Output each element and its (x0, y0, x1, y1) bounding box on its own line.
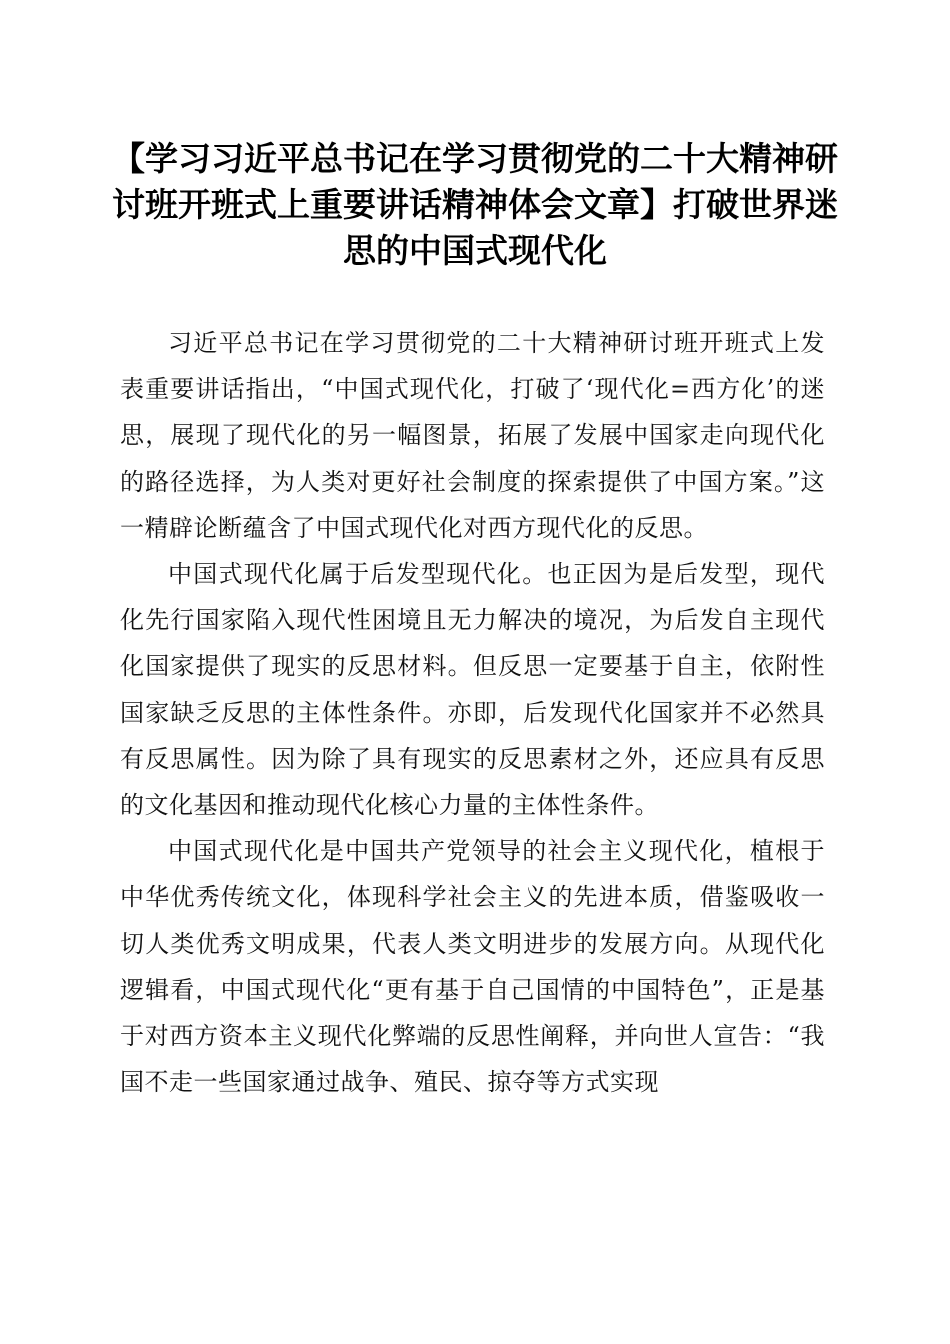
document-title: 【学习习近平总书记在学习贯彻党的二十大精神研讨班开班式上重要讲话精神体会文章】打破世界迷思的中国式现代化 (112, 139, 838, 270)
paragraph-3: 中国式现代化是中国共产党领导的社会主义现代化，植根于中华优秀传统文化，体现科学社会主义的先进本质，借鉴吸收一切人类优秀文明成果，代表人类文明进步的发展方向。从现代化逻辑看，中国式现代化“更有基于自己国情的中国特色”，正是基于对西方资本主义现代化弊端的反思性阐释，并向世人宣告：“我国不走一些国家通过战争、殖民、掠夺等方式实现 (120, 837, 825, 1097)
paragraph-2: 中国式现代化属于后发型现代化。也正因为是后发型，现代化先行国家陷入现代性困境且无力解决的境况，为后发自主现代化国家提供了现实的反思材料。但反思一定要基于自主，依附性国家缺乏反思的主体性条件。亦即，后发现代化国家并不必然具有反思属性。因为除了具有现实的反思素材之外，还应具有反思的文化基因和推动现代化核心力量的主体性条件。 (120, 560, 825, 820)
paragraph-1: 习近平总书记在学习贯彻党的二十大精神研讨班开班式上发表重要讲话指出，“中国式现代化，打破了‘现代化=西方化’的迷思，展现了现代化的另一幅图景，拓展了发展中国家走向现代化的路径选择，为人类对更好社会制度的探索提供了中国方案。”这一精辟论断蕴含了中国式现代化对西方现代化的反思。 (120, 329, 825, 542)
document-body (120, 320, 825, 1105)
